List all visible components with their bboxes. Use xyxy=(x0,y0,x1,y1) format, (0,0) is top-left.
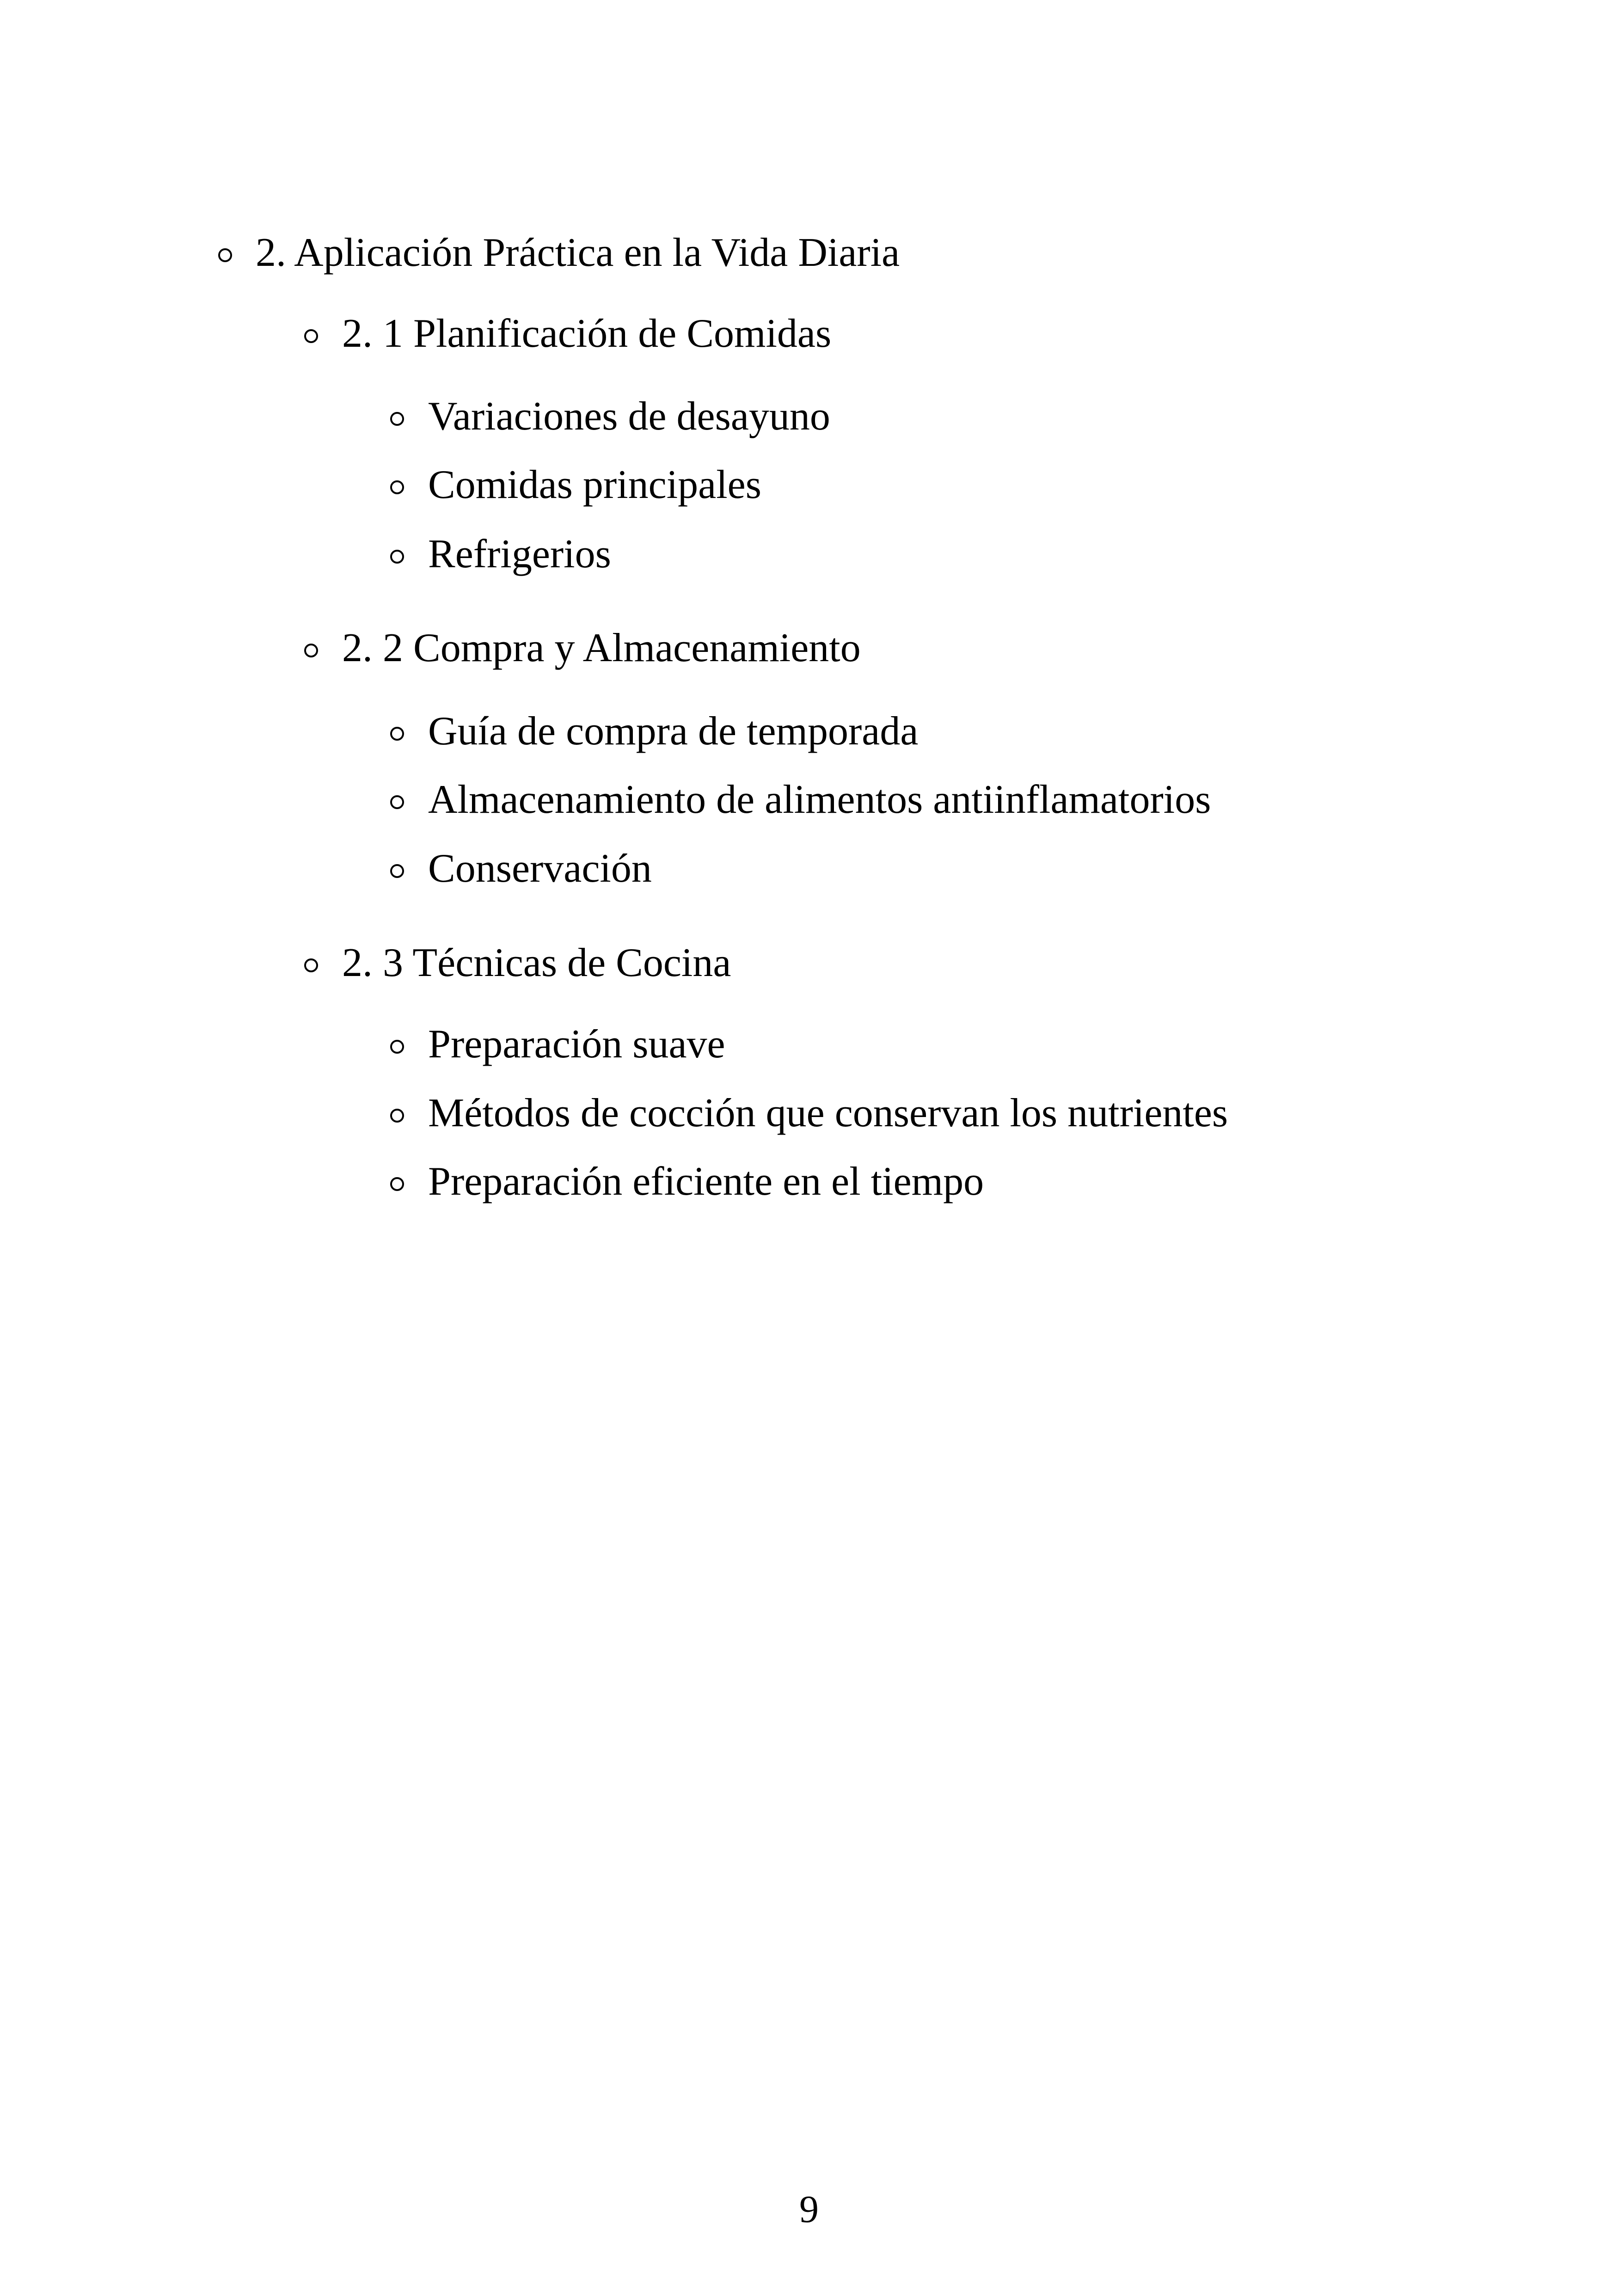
item-text: Comidas principales xyxy=(428,462,761,507)
item-text: Métodos de cocción que conservan los nutrientes xyxy=(428,1091,1228,1136)
hollow-circle-bullet-icon xyxy=(390,1109,404,1123)
item-text: Conservación xyxy=(428,846,652,891)
hollow-circle-bullet-icon xyxy=(390,480,404,494)
hollow-circle-bullet-icon xyxy=(390,412,404,426)
item-text: Preparación eficiente en el tiempo xyxy=(428,1159,984,1204)
page-number: 9 xyxy=(799,2188,819,2231)
subsection-title: 2. 3 Técnicas de Cocina xyxy=(342,940,731,985)
hollow-circle-bullet-icon xyxy=(390,864,404,878)
hollow-circle-bullet-icon xyxy=(304,329,318,343)
hollow-circle-bullet-icon xyxy=(304,644,318,657)
hollow-circle-bullet-icon xyxy=(390,727,404,741)
hollow-circle-bullet-icon xyxy=(304,958,318,972)
item-text: Almacenamiento de alimentos antiinflamatorios xyxy=(428,777,1211,822)
item-text: Preparación suave xyxy=(428,1022,725,1067)
hollow-circle-bullet-icon xyxy=(390,550,404,564)
item-text: Refrigerios xyxy=(428,532,611,577)
hollow-circle-bullet-icon xyxy=(218,248,232,262)
hollow-circle-bullet-icon xyxy=(390,1040,404,1054)
hollow-circle-bullet-icon xyxy=(390,1177,404,1191)
subsection-title: 2. 1 Planificación de Comidas xyxy=(342,311,832,356)
hollow-circle-bullet-icon xyxy=(390,795,404,809)
subsection-title: 2. 2 Compra y Almacenamiento xyxy=(342,626,861,670)
section-title: 2. Aplicación Práctica en la Vida Diaria xyxy=(256,230,900,275)
item-text: Guía de compra de temporada xyxy=(428,709,919,754)
item-text: Variaciones de desayuno xyxy=(428,394,830,439)
